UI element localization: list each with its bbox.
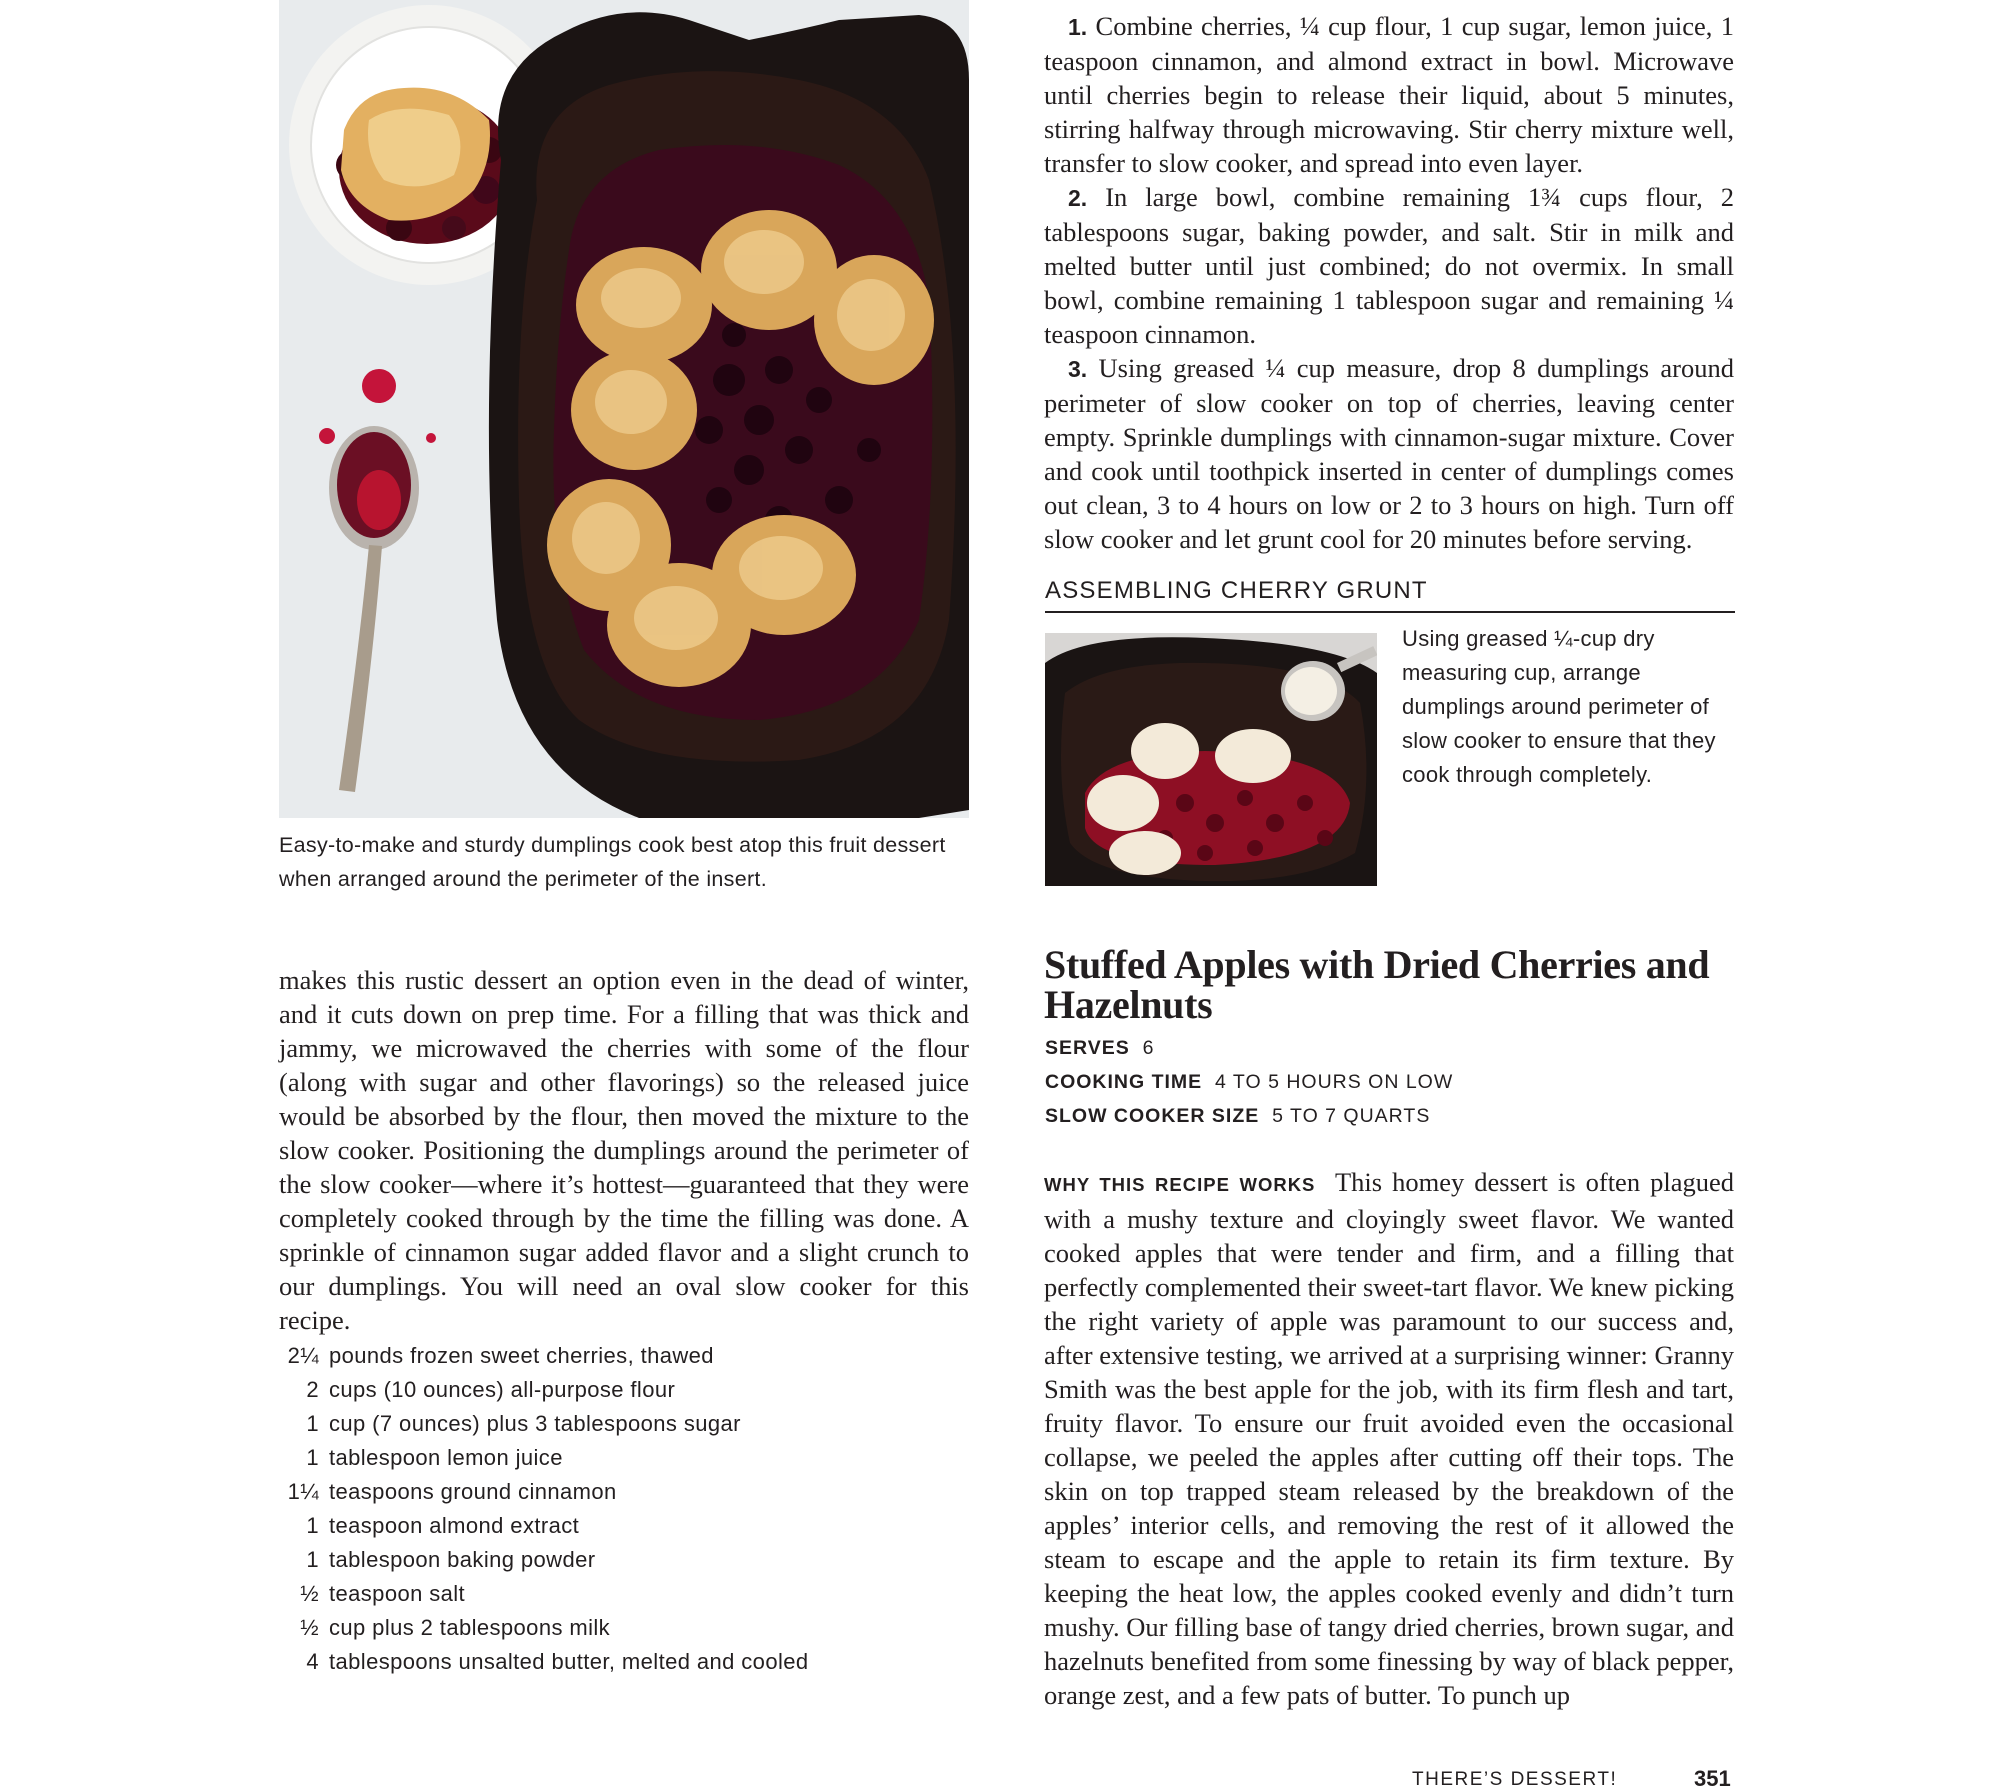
ingredient-text: cup (7 ounces) plus 3 tablespoons sugar bbox=[329, 1411, 741, 1436]
ingredient-item bbox=[279, 1509, 979, 1543]
ingredient-qty: 1¼ bbox=[287, 1479, 319, 1504]
intro-paragraph: makes this rustic dessert an option even in the dead of winter, and it cuts down on prep time. For a filling that was thick and jammy, we microwaved the cherries with some of the flour (along with sugar and other flavorings) so the released juice would be absorbed by the flour, then moved the mixture to the slow cooker. Positioning the dumplings around the perimeter of the slow cooker—where it’s hottest—guaranteed that they were completely cooked through by the time the filling was done. A sprinkle of cinnamon sugar added flavor and a slight crunch to our dumplings. You will need an oval slow cooker for this recipe. bbox=[279, 965, 969, 1335]
recipe-steps bbox=[1044, 9, 1734, 556]
ingredient-item bbox=[279, 1441, 979, 1475]
ingredient-qty: 4 bbox=[306, 1649, 319, 1674]
recipe-title: Stuffed Apples with Dried Cherries and Hazelnuts bbox=[1044, 942, 1710, 1027]
serves-label: SERVES bbox=[1045, 1037, 1130, 1059]
why-text: This homey dessert is often plagued with a mushy texture and cloyingly sweet flavor. We wanted cooked apples that were tender and firm, and a filling that perfectly complemented their sweet-tart flavor. We knew picking the right variety of apple was paramount to our success and, after extensive testing, we arrived at a surprising winner: Granny Smith was the best apple for the job, with its firm flesh and tart, fruity flavor. To ensure our fruit avoided even the occasional collapse, we peeled the apples after cutting off their tops. The skin on top trapped steam released by the breakdown of the apples’ interior cells, and removing the rest of it allowed the steam to escape and the apple to retain its firm texture. By keeping the heat low, the apples cooked evenly and didn’t turn mushy. Our filling base of tangy dried cherries, brown sugar, and hazelnuts benefited from some finessing by way of black pepper, orange zest, and a few pats of butter. To punch up bbox=[1044, 1167, 1734, 1710]
ingredient-item bbox=[279, 1475, 979, 1509]
ingredient-qty: 1 bbox=[306, 1411, 319, 1436]
photo-caption: Easy-to-make and sturdy dumplings cook best atop this fruit dessert when arranged around the perimeter of the insert. bbox=[279, 833, 946, 891]
recipe-meta bbox=[1045, 1031, 1735, 1133]
assembling-heading: ASSEMBLING CHERRY GRUNT bbox=[1045, 577, 1735, 613]
footer-section-title: THERE’S DESSERT! bbox=[1412, 1769, 1618, 1790]
cooking-time-label: COOKING TIME bbox=[1045, 1071, 1203, 1093]
serves-value: 6 bbox=[1142, 1037, 1155, 1059]
ingredient-text: teaspoons ground cinnamon bbox=[329, 1479, 617, 1504]
cooker-size-value: 5 TO 7 QUARTS bbox=[1272, 1105, 1431, 1127]
ingredient-item bbox=[279, 1339, 979, 1373]
cooker-size-label: SLOW COOKER SIZE bbox=[1045, 1105, 1260, 1127]
step-number: 3. bbox=[1068, 356, 1088, 382]
intro-text bbox=[279, 963, 969, 1337]
step-number: 1. bbox=[1068, 14, 1088, 40]
ingredient-text: cup plus 2 tablespoons milk bbox=[329, 1615, 611, 1640]
ingredient-item bbox=[279, 1543, 979, 1577]
ingredient-text: tablespoon baking powder bbox=[329, 1547, 596, 1572]
step-text: Using greased ¼ cup measure, drop 8 dumplings around perimeter of slow cooker on top of cherries, leaving center empty. Sprinkle dumplings with cinnamon-sugar mixture. Cover and cook until toothpick inserted in center of dumplings comes out clean, 3 to 4 hours on low or 2 to 3 hours on high. Turn off slow cooker and let grunt cool for 20 minutes before serving. bbox=[1044, 353, 1734, 554]
ingredient-item bbox=[279, 1611, 979, 1645]
cooker-size-row bbox=[1045, 1099, 1735, 1133]
why-this-recipe-works bbox=[1044, 1165, 1734, 1712]
cherry-grunt-illustration bbox=[279, 0, 969, 818]
cooking-time-value: 4 TO 5 HOURS ON LOW bbox=[1215, 1071, 1454, 1093]
step-number: 2. bbox=[1068, 185, 1088, 211]
ingredient-item bbox=[279, 1407, 979, 1441]
ingredient-text: teaspoon salt bbox=[329, 1581, 466, 1606]
ingredient-qty: ½ bbox=[300, 1581, 319, 1606]
assembling-photo bbox=[1045, 633, 1377, 886]
ingredient-item bbox=[279, 1373, 979, 1407]
why-paragraph bbox=[1044, 1165, 1734, 1712]
ingredient-qty: 1 bbox=[306, 1513, 319, 1538]
step-1 bbox=[1044, 9, 1734, 180]
ingredient-text: teaspoon almond extract bbox=[329, 1513, 580, 1538]
step-2 bbox=[1044, 180, 1734, 351]
ingredients-list bbox=[279, 1339, 979, 1679]
ingredient-qty: 2¼ bbox=[287, 1343, 319, 1368]
ingredient-text: cups (10 ounces) all-purpose flour bbox=[329, 1377, 676, 1402]
ingredient-qty: ½ bbox=[300, 1615, 319, 1640]
cherry-grunt-photo bbox=[279, 0, 969, 818]
ingredient-text: pounds frozen sweet cherries, thawed bbox=[329, 1343, 714, 1368]
why-label: WHY THIS RECIPE WORKS bbox=[1044, 1174, 1316, 1195]
ingredient-text: tablespoons unsalted butter, melted and cooled bbox=[329, 1649, 809, 1674]
ingredient-item bbox=[279, 1577, 979, 1611]
cooking-time-row bbox=[1045, 1065, 1735, 1099]
step-text: In large bowl, combine remaining 1¾ cups flour, 2 tablespoons sugar, baking powder, and salt. Stir in milk and melted butter until just combined; do not overmix. In small bowl, combine remaining 1 tablespoon sugar and remaining ¼ teaspoon cinnamon. bbox=[1044, 182, 1734, 349]
serves-row bbox=[1045, 1031, 1735, 1065]
step-3 bbox=[1044, 351, 1734, 556]
step-text: Combine cherries, ¼ cup flour, 1 cup sugar, lemon juice, 1 teaspoon cinnamon, and almond extract in bowl. Microwave until cherries begin to release their liquid, about 5 minutes, stirring halfway through microwaving. Stir cherry mixture well, transfer to slow cooker, and spread into even layer. bbox=[1044, 11, 1735, 178]
assembling-caption: Using greased ¼-cup dry measuring cup, arrange dumplings around perimeter of slow cooker to ensure that they cook through completely. bbox=[1402, 626, 1716, 787]
ingredient-item bbox=[279, 1645, 979, 1679]
page-number: 351 bbox=[1694, 1766, 1731, 1791]
ingredient-qty: 2 bbox=[306, 1377, 319, 1402]
ingredient-text: tablespoon lemon juice bbox=[329, 1445, 563, 1470]
ingredient-qty: 1 bbox=[306, 1547, 319, 1572]
ingredient-qty: 1 bbox=[306, 1445, 319, 1470]
dumpling-scoop-illustration bbox=[1045, 633, 1377, 886]
